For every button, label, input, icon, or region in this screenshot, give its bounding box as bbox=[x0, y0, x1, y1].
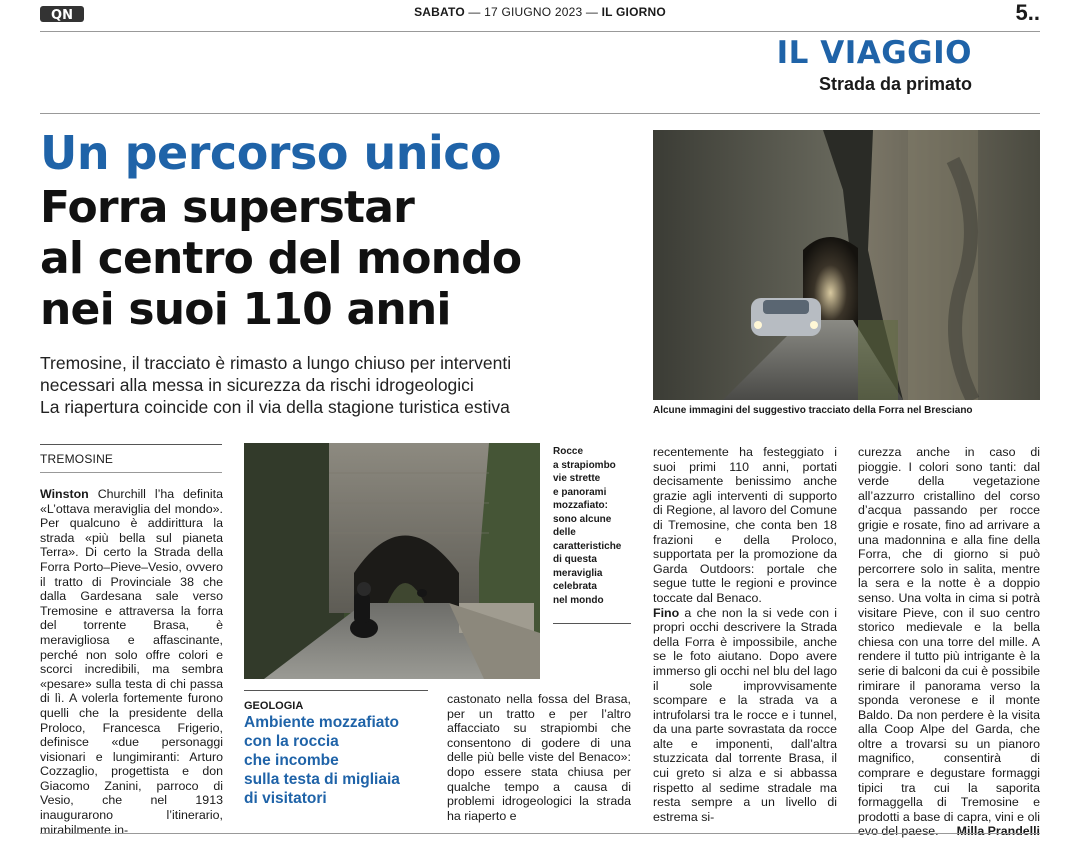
article-column-4 bbox=[858, 445, 1040, 839]
main-photo-car-tunnel bbox=[653, 130, 1040, 400]
box-kicker: GEOLOGIA bbox=[244, 700, 304, 712]
article-column-1 bbox=[40, 487, 223, 837]
page-bottom-divider bbox=[40, 833, 1040, 834]
box-title-line: con la roccia bbox=[244, 733, 339, 750]
lead-word: Winston bbox=[40, 487, 89, 501]
box-title-line: sulla testa di migliaia bbox=[244, 771, 400, 788]
column-1-text: Churchill l’ha definita «L’ottava meraviglia del mondo». Per qualcuno è addirittura la strada «più bella sul pianeta Terra». Di certo la Strada della Forra Porto–Pieve–Vesio, ovvero il tratto di Provinciale 38 che dalla Gardesana sale verso Tremosine e attraversa la forra del torrente Brasa, è meravigliosa e affascinante, perché non solo offre colori e scorci incredibili, ma sembra «pesare» sulla testa di chi passa di lì. A volerla fortemente furono quelli che la presidente della Proloco, Francesca Frigerio, definisce «due personaggi visionari e lungimiranti: Arturo Cozzaglio, progettista e don Giacomo Zanini, parroco di Vesio, che nel 1913 inaugurarono l’itinerario, mirabilmente in- bbox=[40, 487, 223, 837]
column-4-text: curezza anche in caso di pioggie. I colori sono tanti: dal verde della vegetazione all’azzurro cristallino del corso d’acqua passando per rocce grigie e rosate, fino ad arrivare a una madonnina e alla fine della Forra, che di giorno si può percorrere solo in salita, mentre la sera e la notte è a doppio senso. Una volta in cima si potrà visitare Pieve, con il suo centro storico medievale e la bella chiesa con una torre del mille. A rendere il tutto più intrigante è la serie di balconi da cui è possibile rimirare il panorama verso la sponda veronese e il monte Baldo. Da non perdere è la visita alla Coop Alpe del Garda, che oltre a trovarsi su un pianoro magnifico, consentirà di comprare e degustare formaggi tipici tra cui la saporita formaggella di Tremosine e prodotti a base di capra, vini e oli evo del paese. bbox=[858, 445, 1040, 839]
header-dateline bbox=[40, 5, 1040, 19]
section-label bbox=[777, 36, 972, 96]
box-title-line: Ambiente mozzafiato bbox=[244, 714, 400, 731]
box-divider bbox=[244, 690, 428, 691]
article-column-2: castonato nella fossa del Brasa, per un tratto e per l’altro affacciato su strapiombi che consentono di godere di una delle più belle viste del Benaco»: dopo essere stata chiusa per qualche tempo a causa di problemi idrogeologici la strada ha riaperto e bbox=[447, 692, 631, 823]
headline-line: Forra superstar bbox=[40, 182, 415, 233]
side-caption-line: sono alcune bbox=[553, 513, 612, 525]
side-caption-line: vie strette bbox=[553, 473, 601, 484]
headline-line: al centro del mondo bbox=[40, 233, 522, 284]
article-column-3 bbox=[653, 445, 837, 824]
article-kicker: Un percorso unico bbox=[40, 126, 502, 180]
header-divider bbox=[40, 113, 1040, 114]
side-caption-line: celebrata bbox=[553, 581, 597, 592]
side-caption-line: delle bbox=[553, 527, 576, 538]
summary-line: necessari alla messa in sicurezza da rischi idrogeologici bbox=[40, 375, 474, 395]
main-photo-caption: Alcune immagini del suggestivo tracciato della Forra nel Bresciano bbox=[653, 405, 973, 416]
box-title bbox=[244, 713, 434, 808]
second-photo-arch-motorcycle bbox=[244, 443, 540, 679]
column-3-text-b: a che non la si vede con i propri occhi descrivere la Strada della Forra è impossibile, anche se le foto aiutano. Dopo avere immerso gli occhi nel blu del lago il sole improvvisamente scompare e la strada va a intrufolarsi tra le rocce e i tunnel, da una parte sovrastata da rocce alte e imponenti, dall’altra stuzzicata dal torrente Brasa, il cui greto si alza e si abbassa rispetto al sedime stradale ma resta sempre a un livello di estrema si- bbox=[653, 605, 837, 824]
side-caption-line: mozzafiato: bbox=[553, 500, 608, 511]
article-summary bbox=[40, 352, 640, 418]
header-date: 17 GIUGNO 2023 bbox=[484, 5, 583, 19]
column-3-text-a: recentemente ha festeggiato i suoi primi 110 anni, portati decisamente benissimo anche grazie agli interventi di supporto di Regione, al lavoro del Comune di Tremosine, che conta ben 18 frazioni e della Proloco, supportata per la promozione da Garda Outdoors: portale che segue tutte le regioni e province toccate dal Benaco. bbox=[653, 445, 837, 605]
article-headline bbox=[40, 182, 640, 335]
headline-line: nei suoi 110 anni bbox=[40, 284, 451, 335]
side-caption-line: a strapiombo bbox=[553, 459, 616, 471]
page-header bbox=[40, 0, 1040, 32]
header-paper: IL GIORNO bbox=[601, 5, 666, 19]
summary-line: La riapertura coincide con il via della stagione turistica estiva bbox=[40, 397, 510, 417]
article-dateline: TREMOSINE bbox=[40, 444, 222, 473]
box-title-line: di visitatori bbox=[244, 790, 327, 807]
box-title-line: che incombe bbox=[244, 752, 339, 769]
svg-text:QN: QN bbox=[51, 8, 73, 23]
author-signature: Milla Prandelli bbox=[956, 824, 1040, 839]
side-photo-caption bbox=[553, 445, 633, 607]
side-caption-line: nel mondo bbox=[553, 594, 604, 606]
header-day: SABATO bbox=[414, 5, 465, 19]
section-subtitle: Strada da primato bbox=[818, 74, 972, 94]
side-caption-line: Rocce bbox=[553, 446, 584, 457]
summary-line: Tremosine, il tracciato è rimasto a lungo chiuso per interventi bbox=[40, 353, 512, 373]
header-separator: — bbox=[468, 5, 481, 19]
side-caption-line: di questa bbox=[553, 554, 597, 565]
page-number: 5.. bbox=[1015, 0, 1040, 25]
side-caption-divider bbox=[553, 623, 631, 624]
section-name: IL VIAGGIO bbox=[776, 35, 972, 71]
side-caption-line: caratteristiche bbox=[553, 540, 622, 552]
side-caption-line: meraviglia bbox=[553, 567, 603, 579]
column-3-lead-word: Fino bbox=[653, 605, 680, 620]
side-caption-line: e panorami bbox=[553, 486, 607, 498]
header-separator-2: — bbox=[585, 5, 599, 19]
